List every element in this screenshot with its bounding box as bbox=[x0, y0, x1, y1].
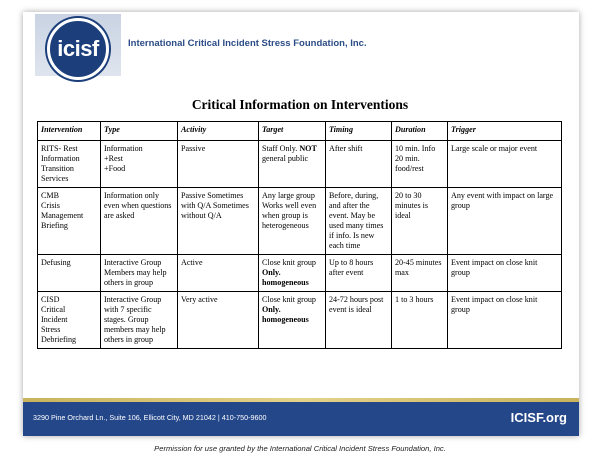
cell-trigger bbox=[448, 255, 562, 292]
cell-trigger bbox=[448, 188, 562, 255]
cell-text: Transition bbox=[41, 164, 74, 173]
cell-text: Services bbox=[41, 174, 69, 183]
cell-intervention bbox=[38, 188, 101, 255]
cell-text: Only. homogeneous bbox=[262, 305, 309, 324]
footer-website: ICISF.org bbox=[510, 410, 567, 425]
cell-target bbox=[259, 255, 326, 292]
icisf-logo bbox=[47, 18, 109, 80]
cell-text: Interactive Group Members may help others in group bbox=[104, 258, 167, 287]
table-row bbox=[38, 188, 562, 255]
cell-text: Stress bbox=[41, 325, 61, 334]
cell-intervention bbox=[38, 255, 101, 292]
cell-target bbox=[259, 292, 326, 349]
column-header-type: Type bbox=[101, 122, 178, 141]
logo-text: icisf bbox=[57, 36, 99, 61]
page-title: Critical Information on Interventions bbox=[191, 97, 409, 112]
cell-type bbox=[101, 255, 178, 292]
cell-timing bbox=[326, 141, 392, 188]
cell-type bbox=[101, 188, 178, 255]
cell-text: +Food bbox=[104, 164, 126, 173]
column-header-trigger: Trigger bbox=[448, 122, 562, 141]
cell-activity bbox=[178, 188, 259, 255]
cell-text: Before, during, and after the event. May be used many times if info. Is new each time bbox=[329, 191, 384, 250]
cell-target bbox=[259, 141, 326, 188]
cell-text: food/rest bbox=[395, 164, 424, 173]
cell-timing bbox=[326, 255, 392, 292]
cell-activity bbox=[178, 255, 259, 292]
cell-text: RITS- Rest bbox=[41, 144, 78, 153]
cell-text: Close knit group bbox=[262, 295, 316, 304]
cell-intervention bbox=[38, 292, 101, 349]
cell-text: Information bbox=[41, 154, 80, 163]
table-row bbox=[38, 141, 562, 188]
permission-notice: Permission for use granted by the International Critical Incident Stress Foundation, Inc. bbox=[154, 444, 446, 453]
column-header-timing: Timing bbox=[326, 122, 392, 141]
organization-name: International Critical Incident Stress Foundation, Inc. bbox=[128, 38, 367, 49]
cell-timing bbox=[326, 292, 392, 349]
cell-duration bbox=[392, 255, 448, 292]
cell-text: Any large group Works well even when group is heterogeneous bbox=[262, 191, 317, 230]
cell-text: 10 min. Info bbox=[395, 144, 436, 153]
cell-type bbox=[101, 141, 178, 188]
cell-target bbox=[259, 188, 326, 255]
cell-text: Close knit group bbox=[262, 258, 316, 267]
cell-text: Interactive Group with 7 specific stages. Group members may help others in group bbox=[104, 295, 166, 344]
cell-text: Debriefing bbox=[41, 335, 77, 344]
column-header-target: Target bbox=[259, 122, 326, 141]
cell-text: Information bbox=[104, 144, 143, 153]
cell-trigger bbox=[448, 141, 562, 188]
column-header-intervention: Intervention bbox=[38, 122, 101, 141]
cell-text: Any event with impact on large group bbox=[451, 191, 554, 210]
cell-text: Crisis bbox=[41, 201, 60, 210]
cell-text: 20 to 30 minutes is ideal bbox=[395, 191, 429, 220]
cell-text: Briefing bbox=[41, 221, 68, 230]
cell-text: Active bbox=[181, 258, 203, 267]
cell-text: Management bbox=[41, 211, 84, 220]
cell-text: Very active bbox=[181, 295, 218, 304]
cell-text: Critical bbox=[41, 305, 66, 314]
table-row bbox=[38, 292, 562, 349]
cell-text: NOT bbox=[299, 144, 317, 153]
table-body bbox=[38, 141, 562, 349]
cell-text: Defusing bbox=[41, 258, 71, 267]
cell-text: Passive bbox=[181, 144, 206, 153]
column-header-duration: Duration bbox=[392, 122, 448, 141]
cell-text: Incident bbox=[41, 315, 68, 324]
cell-text: CMB bbox=[41, 191, 59, 200]
cell-text: Event impact on close knit group bbox=[451, 295, 538, 314]
cell-trigger bbox=[448, 292, 562, 349]
cell-intervention bbox=[38, 141, 101, 188]
cell-duration bbox=[392, 292, 448, 349]
cell-text: After shift bbox=[329, 144, 363, 153]
cell-activity bbox=[178, 141, 259, 188]
cell-duration bbox=[392, 188, 448, 255]
cell-type bbox=[101, 292, 178, 349]
cell-text: CISD bbox=[41, 295, 60, 304]
cell-text: Information only even when questions are asked bbox=[104, 191, 172, 220]
table-header-row bbox=[38, 122, 562, 141]
cell-text: +Rest bbox=[104, 154, 123, 163]
cell-text: Staff Only. bbox=[262, 144, 298, 153]
footer-address: 3290 Pine Orchard Ln., Suite 106, Ellicott City, MD 21042 | 410-750-9600 bbox=[33, 413, 267, 422]
interventions-table bbox=[37, 121, 562, 349]
cell-text: 20 min. bbox=[395, 154, 420, 163]
cell-timing bbox=[326, 188, 392, 255]
cell-text: Event impact on close knit group bbox=[451, 258, 538, 277]
cell-text: 1 to 3 hours bbox=[395, 295, 434, 304]
table-row bbox=[38, 255, 562, 292]
cell-text: Passive Sometimes with Q/A Sometimes without Q/A bbox=[181, 191, 249, 220]
cell-duration bbox=[392, 141, 448, 188]
cell-activity bbox=[178, 292, 259, 349]
cell-text: 24-72 hours post event is ideal bbox=[329, 295, 384, 314]
cell-text: 20-45 minutes max bbox=[395, 258, 442, 277]
footer-bar bbox=[23, 402, 579, 436]
cell-text: general public bbox=[262, 154, 309, 163]
cell-text: Only. homogeneous bbox=[262, 268, 309, 287]
column-header-activity: Activity bbox=[178, 122, 259, 141]
logo-panel bbox=[35, 14, 121, 76]
cell-text: Up to 8 hours after event bbox=[329, 258, 374, 277]
cell-text: Large scale or major event bbox=[451, 144, 538, 153]
